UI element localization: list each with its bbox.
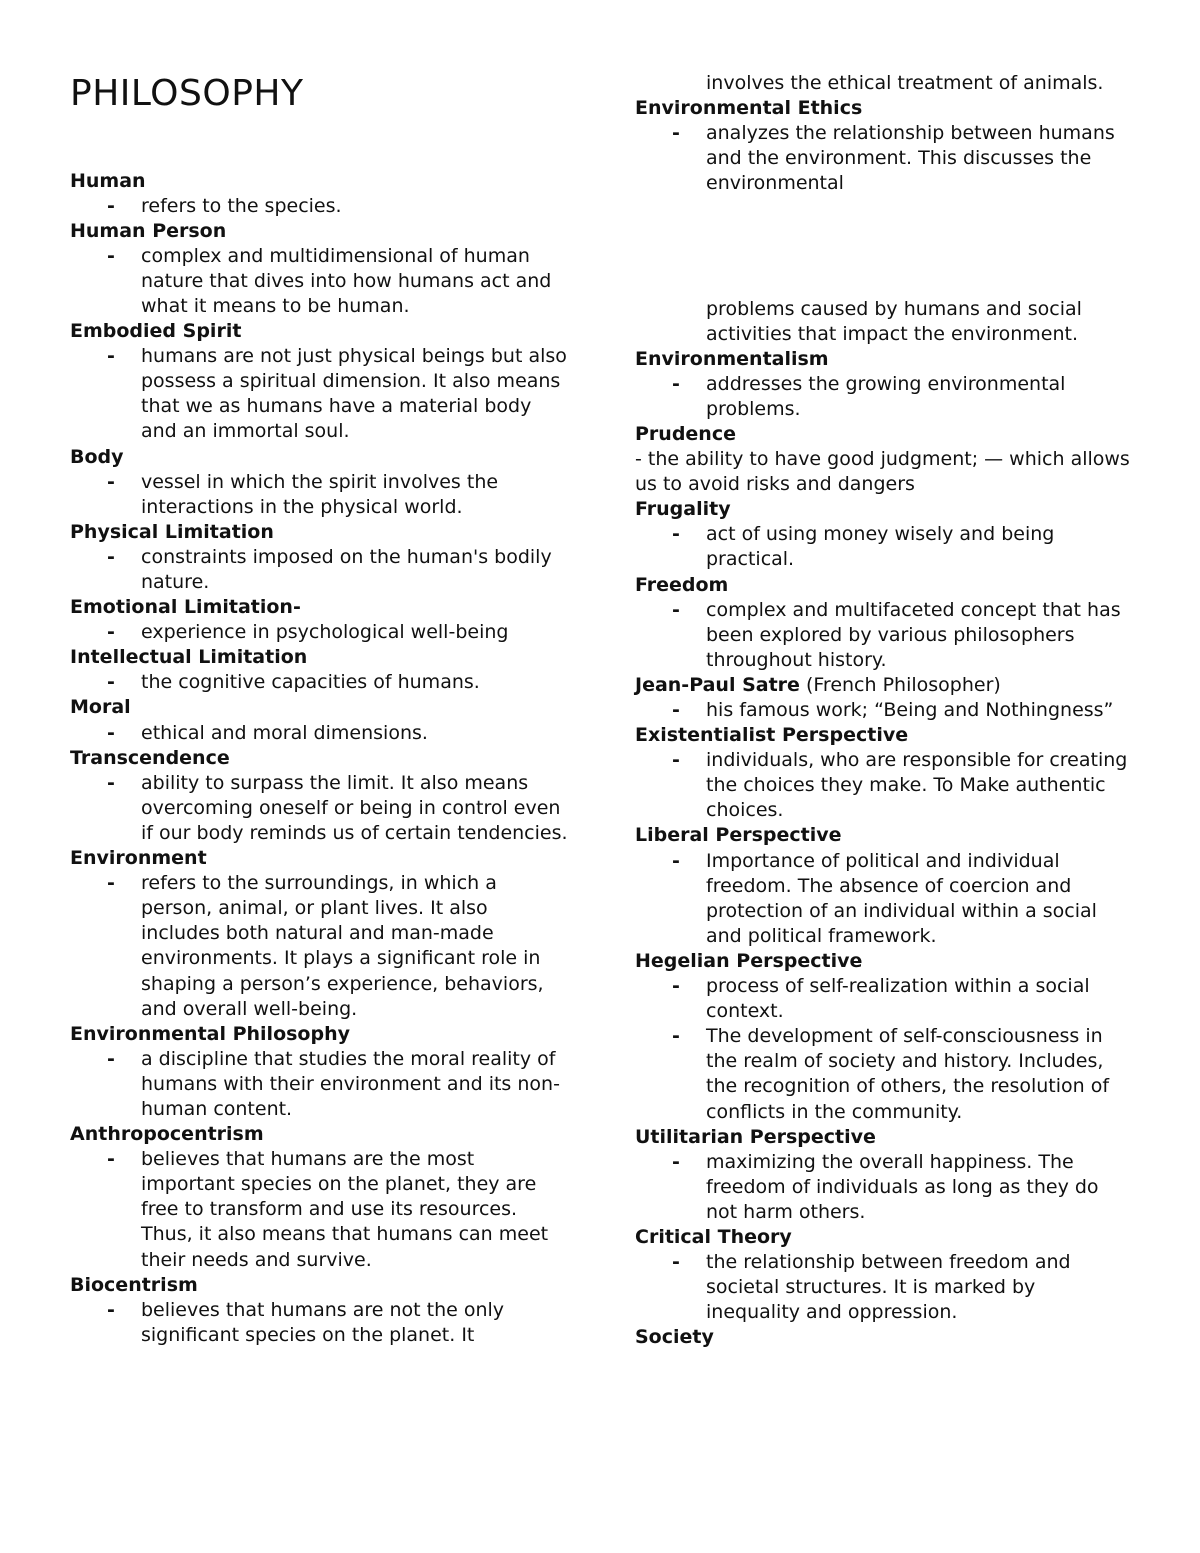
term-critical-theory: Critical Theory <box>635 1225 792 1248</box>
bullet-dash: - <box>107 194 115 217</box>
term-environmental-philosophy: Environmental Philosophy <box>70 1022 350 1045</box>
term-emotional-limitation: Emotional Limitation- <box>70 596 301 619</box>
bullet-dash: - <box>107 872 115 895</box>
term-environmentalism: Environmentalism <box>635 347 829 370</box>
term-liberal-perspective: Liberal Perspective <box>635 824 842 847</box>
term-physical-limitation: Physical Limitation <box>70 520 274 543</box>
term-hegelian-perspective: Hegelian Perspective <box>635 949 863 972</box>
bullet-dash: - <box>672 121 680 144</box>
term-moral: Moral <box>70 696 131 719</box>
term-human: Human <box>70 169 146 192</box>
term-embodied-spirit: Embodied Spirit <box>70 320 242 343</box>
term-freedom: Freedom <box>635 573 729 596</box>
term-environmental-ethics: Environmental Ethics <box>635 96 863 119</box>
definition-anthropocentrism: - believes that humans are the most important species on the planet, they are free to transform and use its resources. Thus, it also means that humans can meet their needs and survive. <box>107 1148 549 1271</box>
bullet-dash: - <box>672 749 680 772</box>
term-biocentrism: Biocentrism <box>70 1273 198 1296</box>
definition-existentialist-perspective: - individuals, who are responsible for creating the choices they make. To Make authentic choices. <box>672 749 1128 822</box>
bullet-dash: - <box>672 699 680 721</box>
bullet-dash: - <box>107 771 115 794</box>
term-anthropocentrism: Anthropocentrism <box>70 1123 264 1146</box>
term-society: Society <box>635 1326 714 1349</box>
term-existentialist-perspective: Existentialist Perspective <box>635 724 909 747</box>
definition-hegelian-perspective-1: - process of self-realization within a social context. <box>672 975 1090 1023</box>
bullet-dash: - <box>107 1298 115 1321</box>
definition-biocentrism: - believes that humans are not the only significant species on the planet. It <box>107 1298 505 1346</box>
definition-environmental-philosophy: - a discipline that studies the moral reality of humans with their environment and its non-human content. <box>107 1047 560 1120</box>
term-body: Body <box>70 445 124 468</box>
bullet-dash: - <box>672 975 680 998</box>
term-jean-paul-satre: Jean-Paul Satre <box>635 673 800 696</box>
bullet-dash: - <box>107 470 115 493</box>
definition-body: - vessel in which the spirit involves the interactions in the physical world. <box>107 470 499 518</box>
definition-physical-limitation: - constraints imposed on the human's bodily nature. <box>107 545 552 593</box>
environmental-ethics-continuation: problems caused by humans and social activities that impact the environment. <box>706 297 1082 345</box>
bullet-dash: - <box>107 621 115 644</box>
bullet-dash: - <box>107 345 115 368</box>
right-column-bottom <box>635 297 1135 1351</box>
bullet-dash: - <box>107 1148 115 1171</box>
satre-note: (French Philosopher) <box>799 673 1001 696</box>
term-utilitarian-perspective: Utilitarian Perspective <box>635 1125 876 1148</box>
definition-hegelian-perspective-2: - The development of self-consciousness in the realm of society and history. Includes, the recognition of others, the resolution of conflicts in the community. <box>672 1025 1110 1123</box>
bullet-dash: - <box>107 721 115 744</box>
bullet-dash: - <box>107 244 115 267</box>
biocentrism-continuation: involves the ethical treatment of animals. <box>706 71 1104 94</box>
definition-embodied-spirit: - humans are not just physical beings but also possess a spiritual dimension. It also means that we as humans have a material body and an immortal soul. <box>107 345 567 443</box>
definition-emotional-limitation: - experience in psychological well-being <box>70 620 570 645</box>
definition-moral: - ethical and moral dimensions. <box>70 721 570 746</box>
definition-human: - refers to the species. <box>70 194 570 219</box>
definition-environmental-ethics: - analyzes the relationship between humans and the environment. This discusses the environmental <box>672 121 1115 194</box>
term-frugality: Frugality <box>635 498 731 521</box>
definition-human-person: - complex and multidimensional of human nature that dives into how humans act and what it means to be human. <box>107 244 552 317</box>
term-human-person: Human Person <box>70 219 227 242</box>
definition-intellectual-limitation: - the cognitive capacities of humans. <box>70 670 570 695</box>
definition-environment: - refers to the surroundings, in which a person, animal, or plant lives. It also includes both natural and man-made environments. It plays a significant role in shaping a person’s experience, behaviors, and overall well-being. <box>107 872 544 1020</box>
definition-environmentalism: - addresses the growing environmental problems. <box>672 372 1066 420</box>
definition-utilitarian-perspective: - maximizing the overall happiness. The freedom of individuals as long as they do not harm others. <box>672 1150 1099 1223</box>
bullet-dash: - <box>672 1251 680 1274</box>
bullet-dash: - <box>672 598 680 621</box>
definition-prudence: - the ability to have good judgment; — which allows us to avoid risks and dangers <box>635 448 1130 496</box>
bullet-dash: - <box>672 1025 680 1048</box>
bullet-dash: - <box>672 1150 680 1173</box>
definition-transcendence: - ability to surpass the limit. It also means overcoming oneself or being in control even if our body reminds us of certain tendencies. <box>107 771 568 844</box>
definition-critical-theory: - the relationship between freedom and societal structures. It is marked by inequality and oppression. <box>672 1251 1071 1324</box>
term-environment: Environment <box>70 847 207 870</box>
bullet-dash: - <box>107 671 115 694</box>
bullet-dash: - <box>672 372 680 395</box>
bullet-dash: - <box>107 1047 115 1070</box>
term-transcendence: Transcendence <box>70 746 230 769</box>
definition-liberal-perspective: - Importance of political and individual freedom. The absence of coercion and protection of an individual within a social and political framework. <box>672 849 1097 947</box>
bullet-dash: - <box>107 545 115 568</box>
term-intellectual-limitation: Intellectual Limitation <box>70 646 308 669</box>
definition-frugality: - act of using money wisely and being practical. <box>672 523 1055 571</box>
term-prudence: Prudence <box>635 422 736 445</box>
document-title: PHILOSOPHY <box>70 73 304 114</box>
right-column-top <box>635 71 1135 196</box>
left-column <box>70 169 570 1348</box>
definition-freedom: - complex and multifaceted concept that has been explored by various philosophers throughout history. <box>672 598 1121 671</box>
definition-jean-paul-satre: - his famous work; “Being and Nothingness” <box>635 698 1135 723</box>
bullet-dash: - <box>672 523 680 546</box>
bullet-dash: - <box>672 849 680 872</box>
satre-heading <box>635 673 1135 698</box>
